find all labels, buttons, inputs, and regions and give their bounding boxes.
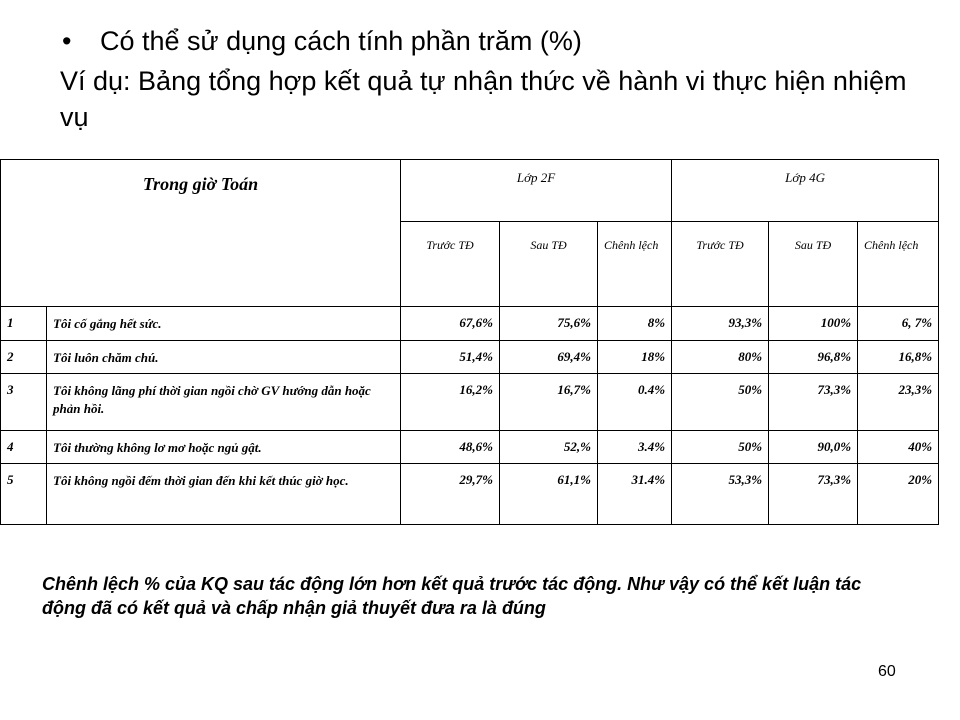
cell-value: 6, 7% xyxy=(858,307,939,341)
cell-value: 67,6% xyxy=(401,307,500,341)
bullet-text: Có thể sử dụng cách tính phần trăm (%) xyxy=(100,26,582,56)
row-number: 5 xyxy=(1,464,47,525)
row-item: Tôi luôn chăm chú. xyxy=(47,341,401,374)
cell-value: 16,8% xyxy=(858,341,939,374)
bullet-icon: • xyxy=(62,26,72,56)
cell-value: 52,% xyxy=(500,431,598,464)
cell-value: 16,2% xyxy=(401,374,500,431)
row-number: 2 xyxy=(1,341,47,374)
row-item: Tôi thường không lơ mơ hoặc ngủ gật. xyxy=(47,431,401,464)
page-number: 60 xyxy=(878,663,896,680)
table-title: Trong giờ Toán xyxy=(1,160,401,307)
row-item: Tôi không lãng phí thời gian ngồi chờ GV hướng dẫn hoặc phản hồi. xyxy=(47,374,401,431)
cell-value: 75,6% xyxy=(500,307,598,341)
subheader-diff-2f: Chênh lệch xyxy=(598,222,672,307)
bullet-line xyxy=(62,24,582,58)
cell-value: 31.4% xyxy=(598,464,672,525)
cell-value: 29,7% xyxy=(401,464,500,525)
subheader-before-4g: Trước TĐ xyxy=(672,222,769,307)
row-item: Tôi cố gắng hết sức. xyxy=(47,307,401,341)
cell-value: 80% xyxy=(672,341,769,374)
row-number: 3 xyxy=(1,374,47,431)
cell-value: 8% xyxy=(598,307,672,341)
cell-value: 3.4% xyxy=(598,431,672,464)
row-number: 1 xyxy=(1,307,47,341)
table-header-row xyxy=(1,160,939,222)
table-row xyxy=(1,431,939,464)
table-row xyxy=(1,307,939,341)
cell-value: 69,4% xyxy=(500,341,598,374)
row-item: Tôi không ngồi đếm thời gian đến khi kết thúc giờ học. xyxy=(47,464,401,525)
cell-value: 73,3% xyxy=(769,374,858,431)
cell-value: 90,0% xyxy=(769,431,858,464)
subheader-diff-4g: Chênh lệch xyxy=(858,222,939,307)
cell-value: 96,8% xyxy=(769,341,858,374)
cell-value: 20% xyxy=(858,464,939,525)
subheader-after-4g: Sau TĐ xyxy=(769,222,858,307)
row-number: 4 xyxy=(1,431,47,464)
table-row xyxy=(1,374,939,431)
cell-value: 18% xyxy=(598,341,672,374)
cell-value: 73,3% xyxy=(769,464,858,525)
results-table xyxy=(0,159,939,525)
table-row xyxy=(1,341,939,374)
cell-value: 50% xyxy=(672,431,769,464)
cell-value: 23,3% xyxy=(858,374,939,431)
conclusion-text: Chênh lệch % của KQ sau tác động lớn hơn kết quả trước tác động. Như vậy có thể kết luận tác động đã có kết quả và chấp nhận giả thuyết đưa ra là đúng xyxy=(42,574,862,618)
subheader-after-2f: Sau TĐ xyxy=(500,222,598,307)
cell-value: 0.4% xyxy=(598,374,672,431)
class-2f-header: Lớp 2F xyxy=(401,160,672,222)
class-4g-header: Lớp 4G xyxy=(672,160,939,222)
cell-value: 50% xyxy=(672,374,769,431)
cell-value: 53,3% xyxy=(672,464,769,525)
table-row xyxy=(1,464,939,525)
cell-value: 51,4% xyxy=(401,341,500,374)
cell-value: 100% xyxy=(769,307,858,341)
cell-value: 61,1% xyxy=(500,464,598,525)
example-text: Ví dụ: Bảng tổng hợp kết quả tự nhận thức về hành vi thực hiện nhiệm vụ xyxy=(60,66,907,132)
cell-value: 16,7% xyxy=(500,374,598,431)
cell-value: 40% xyxy=(858,431,939,464)
cell-value: 48,6% xyxy=(401,431,500,464)
subheader-before-2f: Trước TĐ xyxy=(401,222,500,307)
cell-value: 93,3% xyxy=(672,307,769,341)
